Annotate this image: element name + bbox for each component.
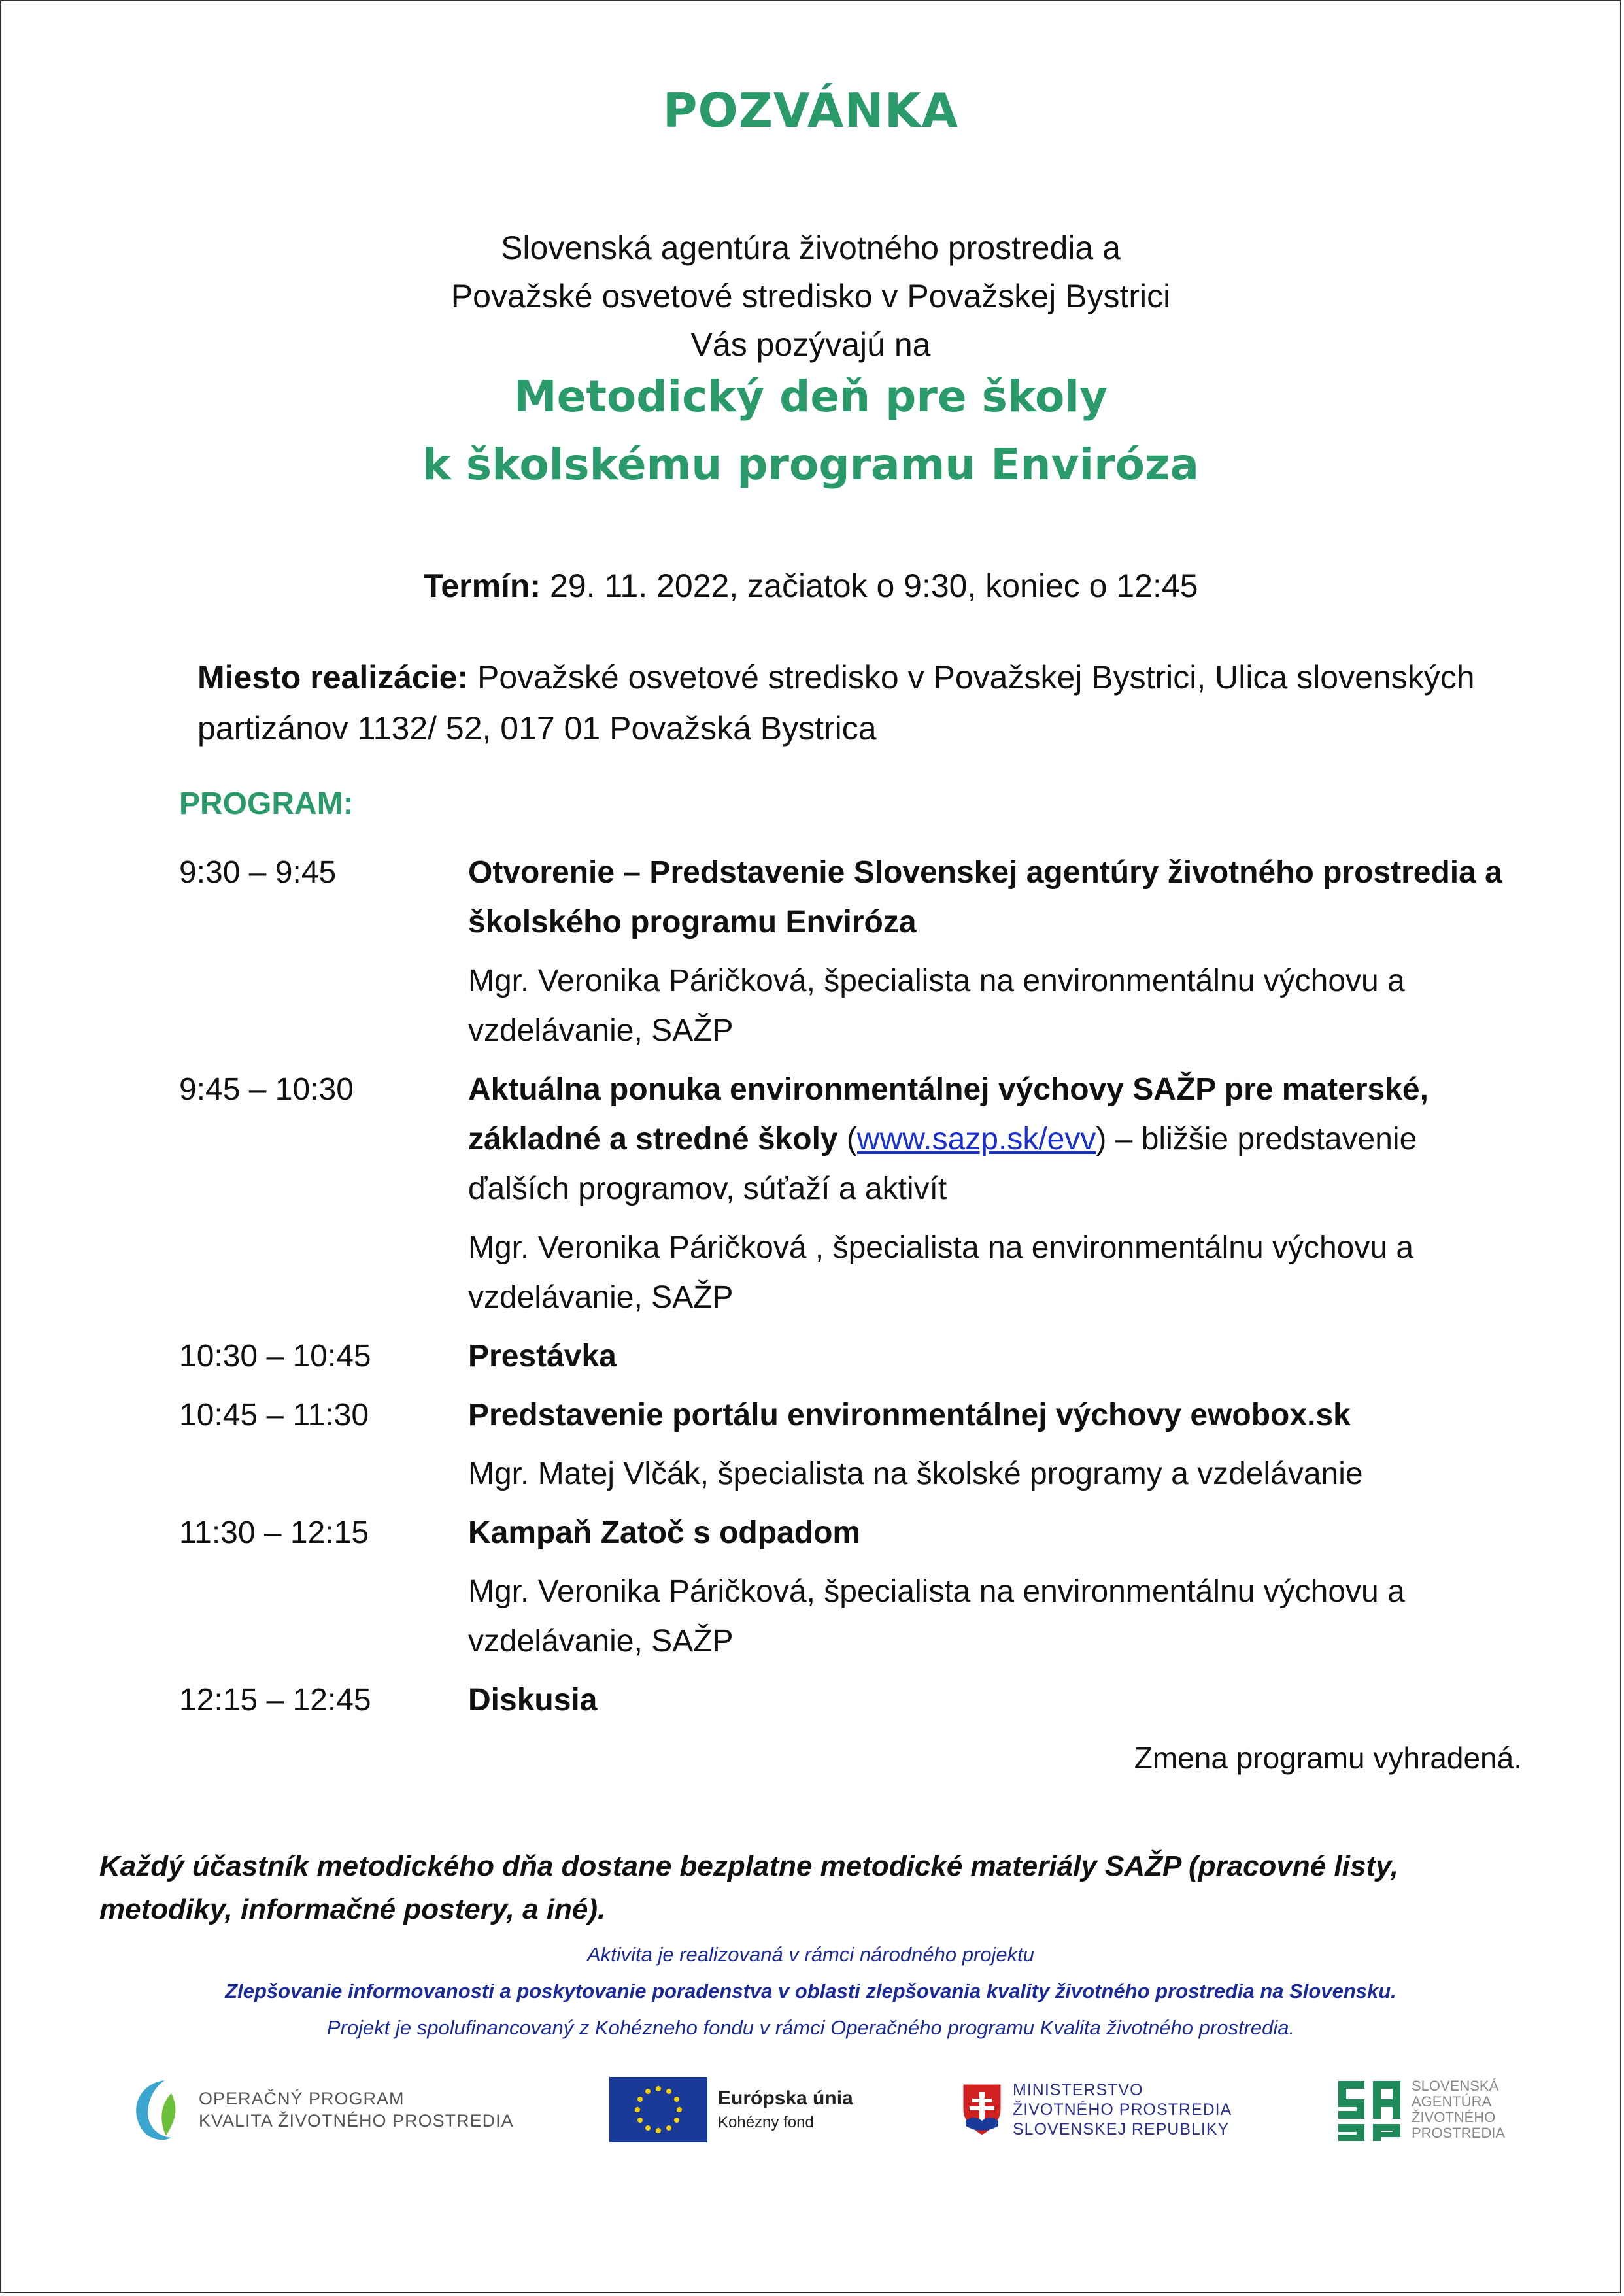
slovak-coat-of-arms-icon — [959, 2080, 1005, 2139]
program-title: Predstavenie portálu environmentálnej výchovy ewobox.sk — [468, 1398, 1351, 1432]
eu-logo — [609, 2067, 853, 2152]
intro-text — [1, 224, 1620, 369]
program-title-rest: ) – bližšie predstavenie ďalších programov, súťaží a aktivít — [468, 1122, 1417, 1206]
eu-logo-line-1: Európska únia — [718, 2087, 853, 2109]
event-title-line-2: k školskému programu Enviróza — [422, 439, 1199, 490]
program-title-main: Aktuálna ponuka environmentálnej výchovy SAŽP pre materské, základné a stredné školy — [468, 1072, 1429, 1156]
program-row — [179, 1391, 1526, 1499]
program-content — [468, 1332, 1526, 1381]
op-leaf-icon — [126, 2074, 191, 2146]
program-title: Prestávka — [468, 1339, 617, 1374]
program-content — [468, 1508, 1526, 1666]
program-change-note: Zmena programu vyhradená. — [1134, 1741, 1522, 1775]
program-time: 9:45 – 10:30 — [179, 1072, 354, 1107]
project-line-3: Projekt je spolufinancovaný z Kohézneho fondu v rámci Operačného programu Kvalita životného prostredia. — [326, 2016, 1295, 2039]
program-presenter: Mgr. Veronika Páričková, špecialista na environmentálnu výchovu a vzdelávanie, SAŽP — [468, 1574, 1405, 1659]
program-content — [468, 1065, 1526, 1323]
program-heading: PROGRAM: — [179, 786, 354, 821]
program-row — [179, 1508, 1526, 1666]
page-title: POZVÁNKA — [662, 83, 959, 138]
sazp-mark-icon — [1335, 2076, 1404, 2144]
intro-line-2: Považské osvetové stredisko v Považskej Bystrici — [450, 278, 1171, 314]
venue-line — [197, 652, 1544, 754]
program-row — [179, 1332, 1526, 1381]
op-logo-line-2: KVALITA ŽIVOTNÉHO PROSTREDIA — [199, 2111, 514, 2131]
program-content — [468, 1391, 1526, 1499]
program-title — [468, 1065, 1526, 1214]
program-link-open: ( — [837, 1122, 857, 1156]
sazp-logo-line-3: ŽIVOTNÉHO — [1412, 2109, 1496, 2125]
program-row — [179, 848, 1526, 1056]
program-title: Otvorenie – Predstavenie Slovenskej agentúry životného prostredia a školského programu Enviróza — [468, 855, 1502, 939]
intro-line-3: Vás pozývajú na — [690, 326, 931, 363]
project-line-1: Aktivita je realizovaná v rámci národného projektu — [586, 1943, 1035, 1966]
sazp-logo-line-4: PROSTREDIA — [1412, 2125, 1506, 2141]
sazp-logo — [1335, 2067, 1505, 2152]
sazp-logo-line-1: SLOVENSKÁ — [1412, 2078, 1499, 2094]
program-title: Diskusia — [468, 1683, 598, 1717]
sazp-logo-line-2: AGENTÚRA — [1412, 2093, 1492, 2110]
program-presenter: Mgr. Matej Vlčák, špecialista na školské programy a vzdelávanie — [468, 1457, 1363, 1491]
eu-logo-line-2: Kohézny fond — [718, 2114, 814, 2131]
program-time: 12:15 – 12:45 — [179, 1683, 371, 1717]
event-title-line-1: Metodický deň pre školy — [513, 371, 1108, 422]
ministry-logo-line-1: MINISTERSTVO — [1013, 2081, 1143, 2099]
program-row — [179, 1065, 1526, 1323]
eu-flag-icon — [609, 2077, 707, 2142]
project-line-2: Zlepšovanie informovanosti a poskytovanie poradenstva v oblasti zlepšovania kvality životného prostredia na Slovensku. — [225, 1980, 1396, 2002]
op-logo-line-1: OPERAČNÝ PROGRAM — [199, 2089, 405, 2108]
program-time: 10:30 – 10:45 — [179, 1339, 371, 1374]
event-title — [1, 363, 1620, 499]
program-time: 9:30 – 9:45 — [179, 855, 337, 890]
ministry-logo-line-2: ŽIVOTNÉHO PROSTREDIA — [1013, 2101, 1232, 2119]
sazp-evv-link[interactable]: www.sazp.sk/evv — [856, 1122, 1096, 1156]
program-content — [468, 1676, 1526, 1725]
ministry-logo-line-3: SLOVENSKEJ REPUBLIKY — [1013, 2120, 1230, 2138]
program-time: 11:30 – 12:15 — [179, 1515, 369, 1550]
op-kvalita-logo — [126, 2067, 514, 2152]
intro-line-1: Slovenská agentúra životného prostredia a — [501, 229, 1121, 266]
venue-value: Považské osvetové stredisko v Považskej Bystrici, Ulica slovenských partizánov 1132/ 52, 017 01 Považská Bystrica — [197, 659, 1475, 747]
date-line — [1, 567, 1620, 605]
program-content — [468, 848, 1526, 1056]
program-row — [179, 1676, 1526, 1725]
program-presenter: Mgr. Veronika Páričková , špecialista na environmentálnu výchovu a vzdelávanie, SAŽP — [468, 1230, 1414, 1315]
date-value: 29. 11. 2022, začiatok o 9:30, koniec o 12:45 — [550, 567, 1198, 604]
program-list — [179, 848, 1526, 1734]
date-label: Termín: — [423, 567, 541, 604]
program-presenter: Mgr. Veronika Páričková, špecialista na environmentálnu výchovu a vzdelávanie, SAŽP — [468, 964, 1405, 1048]
ministry-logo — [959, 2067, 1232, 2152]
program-title: Kampaň Zatoč s odpadom — [468, 1515, 861, 1550]
program-time: 10:45 – 11:30 — [179, 1398, 369, 1432]
venue-label: Miesto realizácie: — [197, 659, 469, 696]
materials-note: Každý účastník metodického dňa dostane bezplatne metodické materiály SAŽP (pracovné listy, metodiky, informačné postery, a iné). — [99, 1850, 1399, 1925]
